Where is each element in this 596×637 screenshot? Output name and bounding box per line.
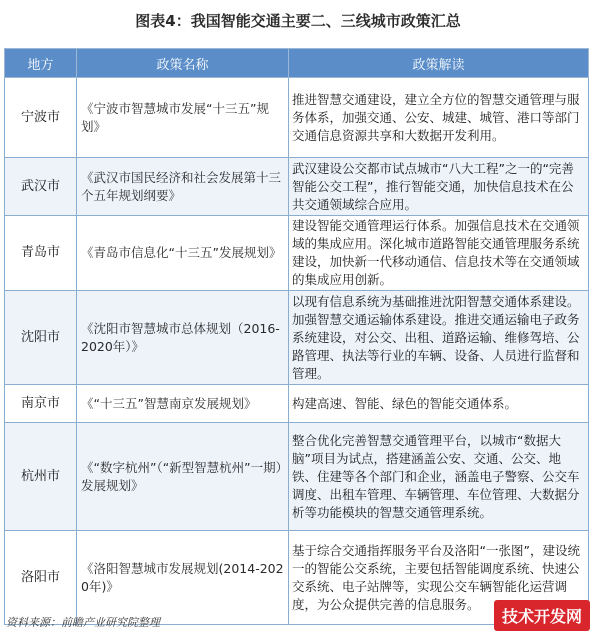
chart-title: 图表4：我国智能交通主要二、三线城市政策汇总 xyxy=(135,12,461,30)
watermark-logo: 技术开发网 xyxy=(494,600,590,631)
header-policy-name: 政策名称 xyxy=(77,49,289,78)
policy-interpretation-cell: 基于综合交通指挥服务平台及洛阳“一张图”，建设统一的智能公交系统，主要包括智能调度系统、快速公交系统、电子站牌等，实现公交车辆智能化运营调度，为公众提供完善的信息服务。 xyxy=(289,531,589,625)
city-cell: 杭州市 xyxy=(5,423,77,531)
source-note: 资料来源：前瞻产业研究院整理 xyxy=(6,616,160,629)
table-row xyxy=(5,291,589,385)
header-policy-interpretation: 政策解读 xyxy=(289,49,589,78)
policy-interpretation-cell: 构建高速、智能、绿色的智能交通体系。 xyxy=(289,385,589,423)
table-row xyxy=(5,158,589,216)
policy-name-cell: 《宁波市智慧城市发展“十三五”规划》 xyxy=(77,78,289,158)
table-row xyxy=(5,385,589,423)
policy-interpretation-cell: 建设智能交通管理运行体系。加强信息技术在交通领域的集成应用。深化城市道路智能交通管理服务系统建设，加快新一代移动通信、信息技术等在交通领域的集成应用创新。 xyxy=(289,216,589,291)
city-cell: 宁波市 xyxy=(5,78,77,158)
table-row xyxy=(5,78,589,158)
city-cell: 武汉市 xyxy=(5,158,77,216)
policy-interpretation-cell: 武汉建设公交都市试点城市“八大工程”之一的“完善智能公交工程”，推行智能交通，加快信息技术在公共交通领域综合应用。 xyxy=(289,158,589,216)
policy-name-cell: 《沈阳市智慧城市总体规划（2016-2020年）》 xyxy=(77,291,289,385)
policy-interpretation-cell: 整合优化完善智慧交通管理平台，以城市“数据大脑”项目为试点，搭建涵盖公安、交通、公交、地铁、住建等各个部门和企业，涵盖电子警察、公交车调度、出租车管理、车辆管理、车位管理、大数据分析等功能模块的智慧交通管理系统。 xyxy=(289,423,589,531)
policy-name-cell: 《洛阳智慧城市发展规划(2014-2020年)》 xyxy=(77,531,289,625)
city-cell: 沈阳市 xyxy=(5,291,77,385)
policy-name-cell: 《武汉市国民经济和社会发展第十三个五年规划纲要》 xyxy=(77,158,289,216)
policy-table xyxy=(4,48,589,625)
policy-interpretation-cell: 推进智慧交通建设，建立全方位的智慧交通管理与服务体系，加强交通、公安、城建、城管、港口等部门交通信息资源共享和大数据开发利用。 xyxy=(289,78,589,158)
policy-interpretation-cell: 以现有信息系统为基础推进沈阳智慧交通体系建设。加强智慧交通运输体系建设。推进交通运输电子政务系统建设，对公交、出租、道路运输、维修驾培、公路管理、执法等行业的车辆、设备、人员进行监督和管理。 xyxy=(289,291,589,385)
policy-name-cell: 《“数字杭州”（“新型智慧杭州”一期）发展规划》 xyxy=(77,423,289,531)
table-row xyxy=(5,216,589,291)
table-row xyxy=(5,423,589,531)
table-header-row xyxy=(5,49,589,78)
policy-name-cell: 《青岛市信息化“十三五”发展规划》 xyxy=(77,216,289,291)
city-cell: 南京市 xyxy=(5,385,77,423)
city-cell: 洛阳市 xyxy=(5,531,77,625)
header-region: 地方 xyxy=(5,49,77,78)
city-cell: 青岛市 xyxy=(5,216,77,291)
policy-name-cell: 《“十三五”智慧南京发展规划》 xyxy=(77,385,289,423)
